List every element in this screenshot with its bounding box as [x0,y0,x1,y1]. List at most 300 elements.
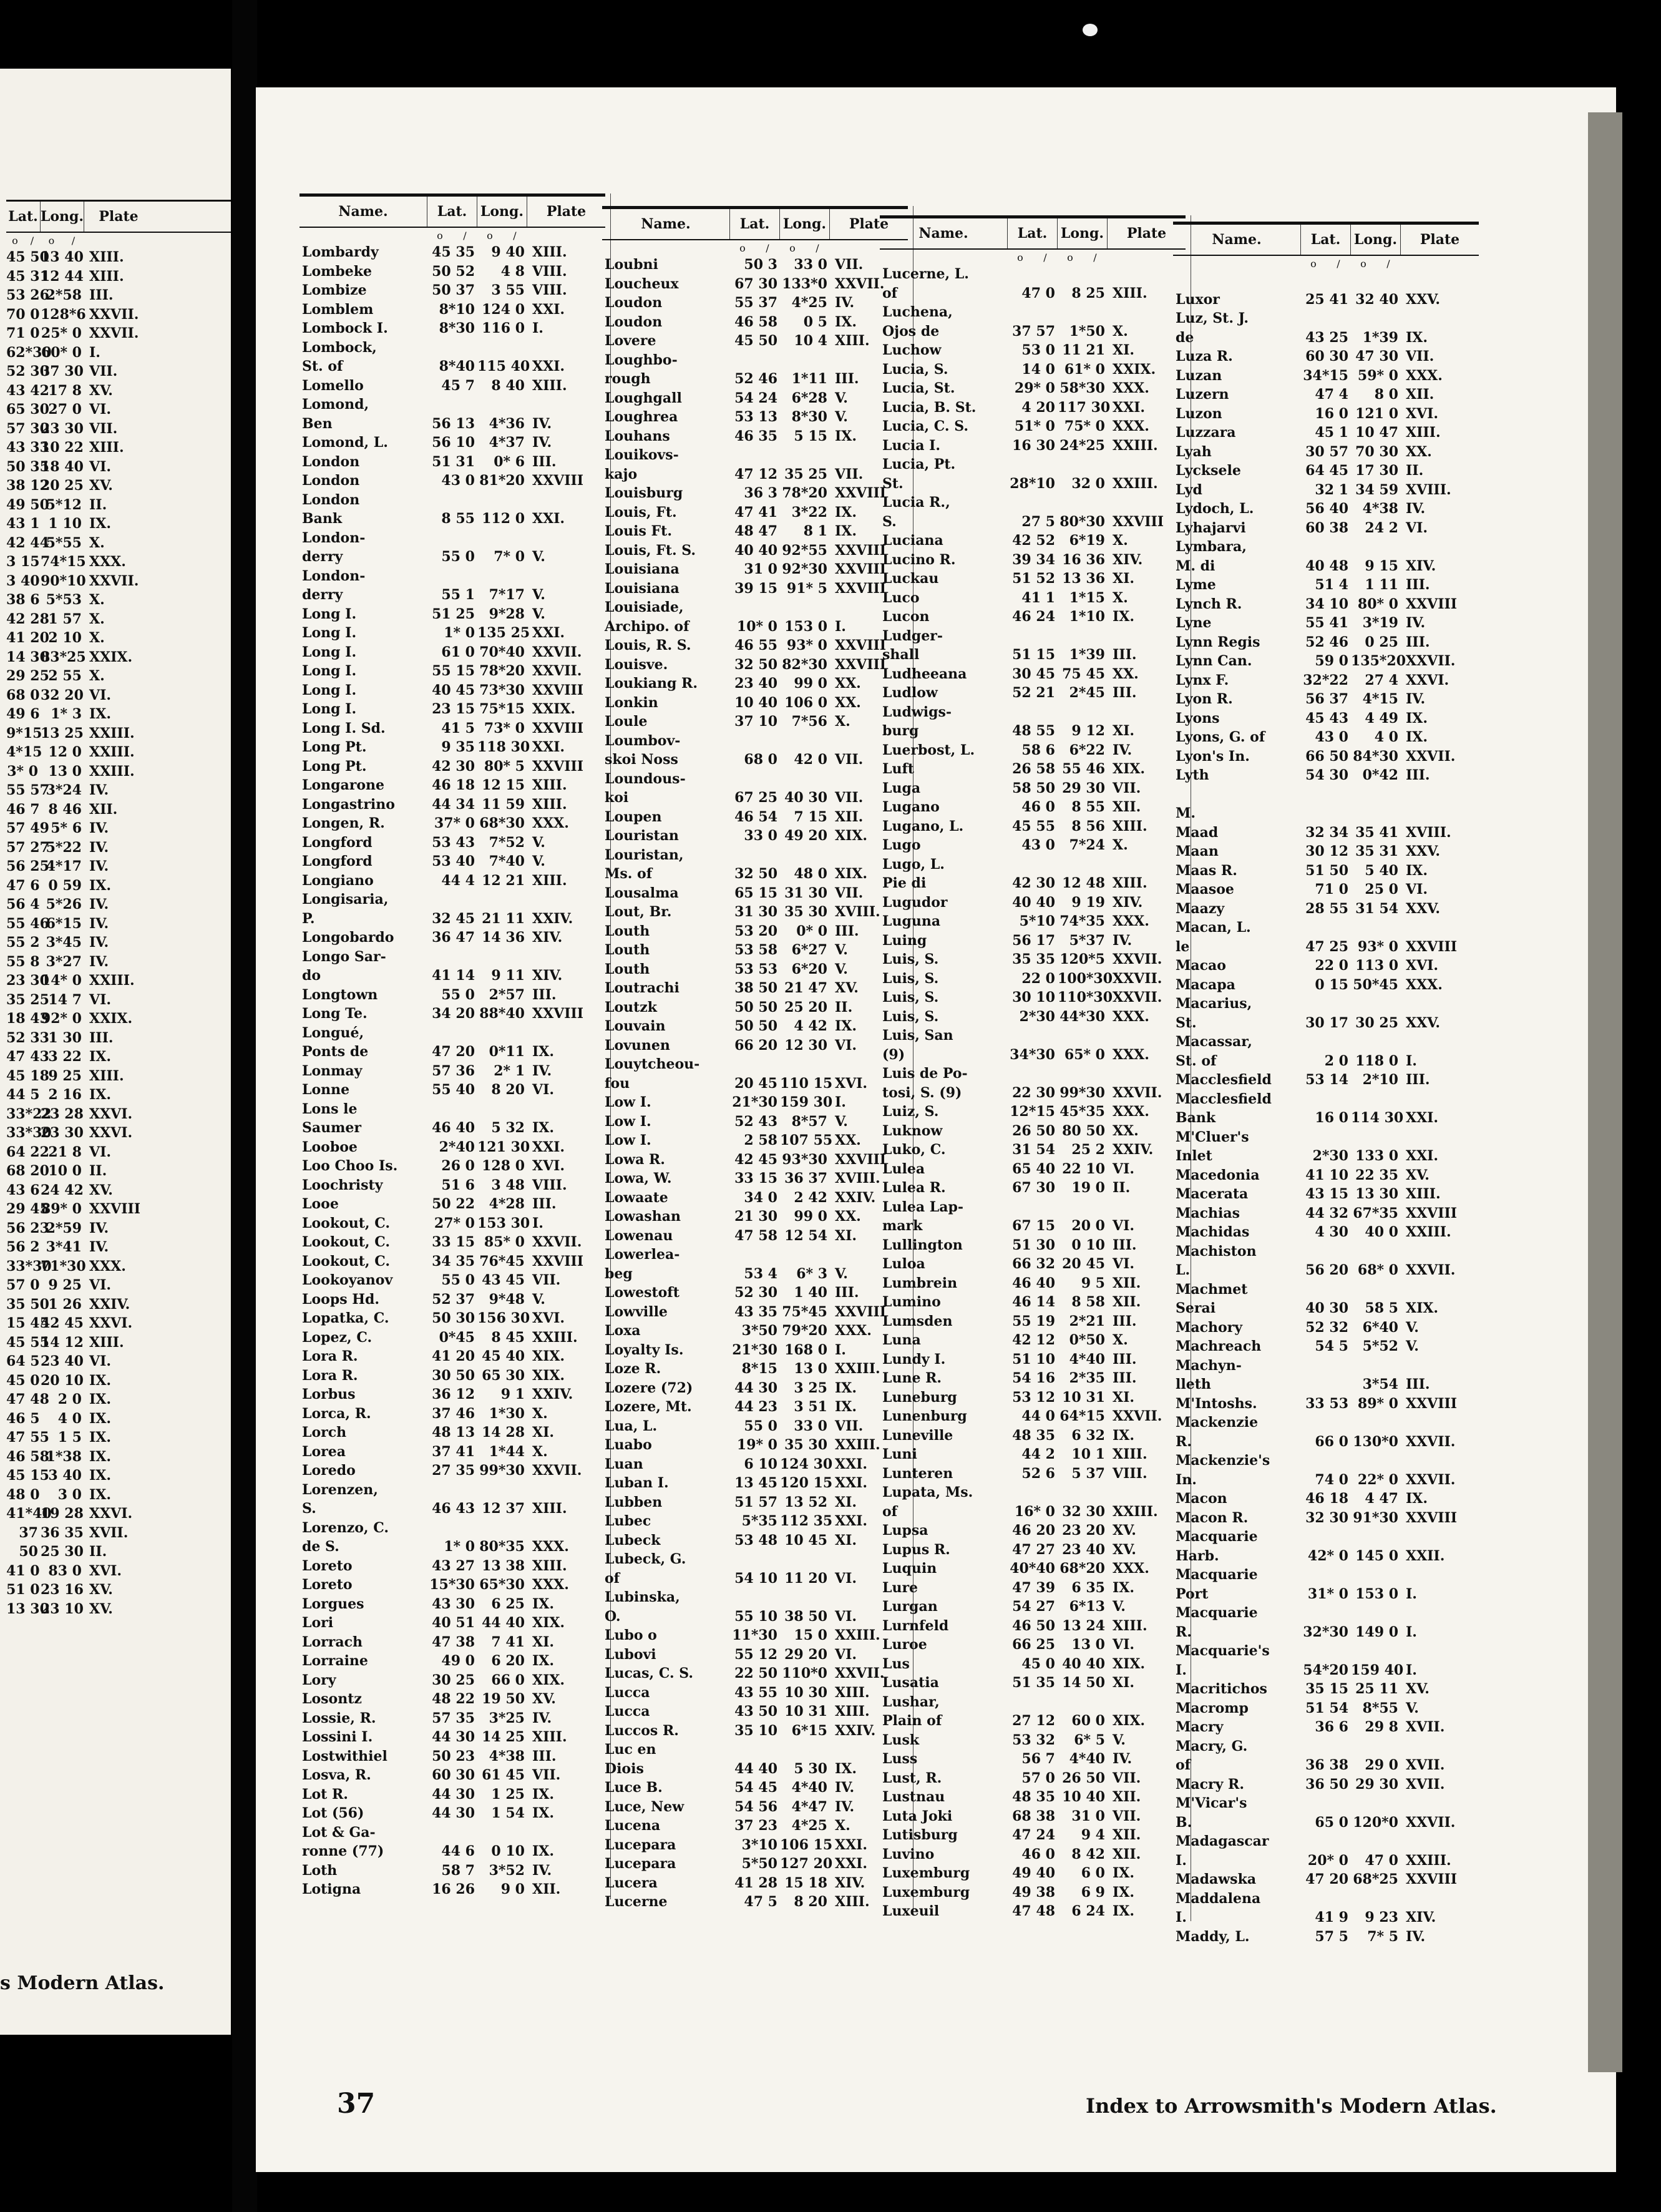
lat-value: 30 12 [1305,843,1348,859]
table-row [6,1371,231,1391]
table-row [602,998,908,1017]
lat-value: 21*30 [732,1341,777,1358]
table-row [6,343,231,363]
lat-value: 44 30 [432,1805,475,1821]
lat-value: 47 12 [734,466,777,482]
long-value: 135*20 [1351,653,1406,669]
table-row [880,493,1186,512]
table-row [300,1404,605,1424]
lat-value: 43 25 [1305,329,1348,346]
long-value: 4*38 [489,1748,525,1764]
lat-value: 67 15 [1012,1218,1055,1234]
plate-value: XII. [1113,1789,1141,1805]
place-name: Lymbara, [1176,539,1247,555]
long-value: 8 20 [794,1894,827,1910]
long-value: 4 42 [794,1018,827,1034]
long-value: 67*35 [1353,1205,1398,1221]
table-row [300,453,605,472]
lat-value: 34 0 [744,1189,777,1206]
table-row [300,1366,605,1386]
plate-value: V. [1406,1319,1419,1336]
table-row [1173,1737,1479,1756]
table-row [300,624,605,643]
place-name: St. [1176,1014,1197,1031]
table-row [300,1728,605,1747]
lat-value: 56 10 [432,434,475,451]
place-name: Lozere, Mt. [605,1399,692,1415]
long-value: 25 0 [1365,881,1398,898]
long-value: 26 50 [1062,1769,1105,1786]
place-name: Luerbost, L. [882,741,975,758]
place-name: Lorenzen, [302,1481,378,1498]
place-name: Luckau [882,570,939,587]
place-name: Lucon [882,609,930,625]
lat-value: 45 35 [432,244,475,260]
place-name: Luchow [882,342,942,358]
lat-value: 8*30 [439,320,475,336]
long-value: 10 0 [48,1163,82,1179]
table-row [602,446,908,465]
lat-value: 50 22 [432,1196,475,1212]
place-name: Lot R. [302,1786,348,1803]
table-row [602,979,908,998]
plate-value: IX. [532,1595,555,1612]
plate-value: XIV. [532,967,563,984]
table-row [602,617,908,637]
long-value: 35 31 [1355,843,1398,859]
place-name: Longobardo [302,929,394,946]
plate-header: Plate [1420,232,1460,248]
place-name: Lucca [605,1684,650,1701]
place-name: I. [1176,1661,1187,1678]
table-row [300,491,605,510]
long-value: 49 20 [784,828,827,844]
long-value: 8 45 [491,1329,525,1346]
table-row [300,1442,605,1462]
plate-value: III. [1113,1236,1137,1253]
plate-value: XIII. [835,1703,870,1720]
long-value: 99 0 [794,675,827,692]
index-column [602,206,908,1912]
lat-value: 46 24 [1012,609,1055,625]
long-value: 8 56 [1071,818,1105,834]
plate-value: XIII. [835,1894,870,1910]
lat-value: 33*22 [6,1105,52,1122]
name-header: Name. [1173,225,1301,255]
place-name: M'Vicar's [1176,1795,1247,1811]
plate-value: XII. [1113,1294,1141,1310]
plate-value: IV. [1113,932,1132,949]
table-row [6,552,231,572]
lat-value: 34 10 [1305,595,1348,612]
place-name: Luce B. [605,1779,663,1796]
lat-value: 48 47 [734,523,777,539]
lat-value: 42 28 [6,610,49,627]
place-name: Lulea Lap- [882,1198,963,1215]
plate-value: XIII. [532,796,567,813]
plate-value: X. [89,534,105,551]
plate-value: III. [89,1029,114,1046]
lat-value: 33 0 [744,828,777,844]
plate-value: IV. [835,1798,855,1815]
table-row [300,1595,605,1614]
lat-value: 51 30 [1012,1236,1055,1253]
plate-value: III. [1113,647,1137,663]
plate-value: XXX. [532,1539,569,1555]
table-row [880,1521,1186,1540]
plate-value: XIII. [89,268,124,285]
page-footer: Index to Arrowsmith's Modern Atlas. [1086,2094,1497,2118]
lat-value: 4 30 [1315,1224,1348,1240]
long-value: 1 57 [48,610,82,627]
lat-header: Lat. [427,197,477,227]
table-row [1173,1375,1479,1394]
long-value: 73*30 [479,682,525,698]
lat-value: 36 47 [432,929,475,946]
table-row [602,598,908,617]
plate-value: IV. [89,839,109,856]
table-row [602,846,908,865]
long-value: 4*15 [1362,691,1398,707]
plate-value: IX. [89,1372,112,1389]
place-name: Machory [1176,1319,1243,1336]
place-name: Luko, C. [882,1142,946,1158]
plate-value: V. [835,409,848,425]
place-name: Loth [302,1862,338,1879]
table-row [1173,557,1479,576]
place-name: R. [1176,1623,1192,1640]
place-name: Macedonia [1176,1167,1260,1183]
plate-value: I. [532,1215,543,1231]
long-value: 60* 0 [41,344,82,361]
place-name: Lossie, R. [302,1710,376,1726]
long-value: 6 20 [491,1653,525,1669]
long-value: 35 25 [784,466,827,482]
lat-value: 46 58 [734,313,777,330]
unit-mark: o [1017,251,1023,263]
long-value: 29 20 [784,1646,827,1663]
lat-value: 65 40 [1012,1160,1055,1177]
long-value: 0 25 [1365,634,1398,650]
long-value: 23 40 [1062,1541,1105,1558]
plate-value: XXX. [1113,418,1149,434]
lat-value: 50 3 [744,257,777,273]
place-name: Louristan [605,828,679,844]
table-row [880,1807,1186,1826]
long-value: 10 45 [784,1532,827,1549]
place-name: Lombardy [302,244,379,260]
long-value: 14 28 [482,1424,525,1441]
place-name: Lookout, C. [302,1234,390,1250]
place-name: St. of [1176,1052,1217,1069]
lat-value: 3 15 [6,554,40,570]
table-row [1173,1204,1479,1223]
place-name: Looe [302,1196,339,1212]
lat-value: 54 5 [1315,1338,1348,1354]
place-name: Bank [302,511,343,527]
plate-value: XXV. [1406,1014,1441,1031]
lat-value: 55 0 [441,549,475,565]
plate-value: V. [835,1265,848,1282]
table-row [880,683,1186,703]
place-name: Lucepara [605,1836,676,1853]
long-value: 8*55 [1362,1700,1398,1716]
lat-value: 40 40 [1012,894,1055,911]
lat-value: 56 25 [6,858,49,874]
long-value: 60 0 [1071,1713,1105,1729]
long-value: 21 8 [48,1143,82,1160]
table-row [300,1880,605,1899]
place-name: Lynch R. [1176,595,1242,612]
lat-value: 26 0 [441,1158,475,1174]
unit-mark: / [1386,257,1390,270]
table-row [1173,1908,1479,1927]
lat-value: 51 50 [1305,862,1348,879]
place-name: London- [302,567,366,584]
long-value: 6* 3 [796,1265,827,1282]
plate-value: XIII. [1113,285,1147,301]
table-row [300,700,605,719]
table-row [880,855,1186,874]
long-value: 159 30 [780,1094,833,1110]
lat-value: 46 7 [6,801,40,818]
plate-value: X. [1113,532,1128,549]
place-name: de [1176,329,1194,346]
lat-value: 46 54 [734,808,777,825]
long-value: 5*55 [46,534,82,551]
plate-value: XXVIII [835,485,887,501]
long-value: 31 0 [1071,1808,1105,1824]
lat-value: 60 38 [1305,519,1348,536]
plate-value: VI. [1406,519,1428,536]
lat-value: 48 35 [1012,1427,1055,1444]
table-row [880,1407,1186,1426]
table-row [6,705,231,724]
long-value: 66 0 [491,1671,525,1688]
plate-value: XXVIII [1406,1509,1458,1526]
plate-value: V. [1113,1598,1126,1615]
table-row [6,1238,231,1257]
unit-mark: / [766,242,769,254]
table-row [6,438,231,458]
place-name: Lora R. [302,1367,358,1384]
plate-value: XXI. [835,1856,868,1872]
place-name: Longtown [302,986,378,1003]
long-value: 115 40 [477,358,530,374]
place-name: Loredo [302,1462,356,1479]
plate-value: IV. [89,896,109,913]
table-row [1173,1299,1479,1318]
table-row [300,1423,605,1442]
index-column [300,193,605,1899]
lat-value: 43 30 [432,1595,475,1612]
table-row [880,1216,1186,1236]
table-row [6,1600,231,1619]
plate-value: XIII. [1113,875,1147,891]
place-name: Serai [1176,1300,1216,1316]
table-row [880,1026,1186,1045]
table-row [300,871,605,891]
plate-value: III. [835,922,859,939]
place-name: Lorgues [302,1595,364,1612]
place-name: Long I. [302,625,357,641]
long-value: 112 0 [482,511,525,527]
long-value: 107 55 [780,1132,833,1148]
lat-value: 34 35 [432,1253,475,1270]
place-name: (9) [882,1046,905,1063]
long-value: 12 15 [482,777,525,793]
lat-value: 43 55 [734,1684,777,1701]
long-value: 6 25 [491,1595,525,1612]
long-value: 1 54 [491,1805,525,1821]
lat-value: 52 33 [6,1029,49,1046]
long-value: 6*28 [791,389,827,406]
lat-value: 56 4 [6,896,40,913]
table-row [880,798,1186,817]
long-value: 130*0 [1353,1433,1398,1450]
table-row [602,884,908,903]
table-row [6,991,231,1010]
place-name: Lusk [882,1731,920,1748]
table-row [6,590,231,610]
table-row [880,760,1186,779]
long-value: 10 31 [784,1703,827,1720]
table-row [300,1100,605,1119]
long-value: 2*58 [46,287,82,303]
long-value: 12 48 [1062,875,1105,891]
plate-value: V. [532,605,545,622]
plate-value: XVII. [1406,1719,1445,1735]
place-name: Lombize [302,282,367,298]
plate-value: XVI. [1406,405,1439,422]
plate-value: IX. [89,1448,112,1465]
table-row [1173,1108,1479,1128]
long-value: 117 30 [1058,399,1111,416]
lat-value: 66 0 [1315,1433,1348,1450]
lat-value: 40*40 [1010,1560,1055,1577]
table-row [6,781,231,800]
long-value: 40 30 [784,790,827,806]
plate-value: IV. [532,1710,552,1726]
long-value: 113 0 [1355,957,1398,974]
lat-value: 47 0 [1021,285,1055,301]
table-row [880,1388,1186,1407]
lat-value: 67 30 [1012,1180,1055,1196]
place-name: Long Pt. [302,758,367,775]
place-name: Lucepara [605,1856,676,1872]
table-row [6,496,231,515]
place-name: Macry, G. [1176,1738,1248,1754]
plate-value: I. [835,1094,846,1110]
plate-value: V. [835,961,848,977]
long-value: 25 2 [1071,1142,1105,1158]
place-name: Luroe [882,1637,927,1653]
table-row [880,1007,1186,1027]
lat-value: 30 10 [1012,989,1055,1006]
place-name: Low I. [605,1132,651,1148]
plate-value: IX. [532,1653,555,1669]
place-name: Bank [1176,1110,1216,1126]
table-row [602,1798,908,1817]
place-name: Loucheux [605,275,679,292]
table-row [300,1557,605,1576]
long-value: 153 30 [477,1215,530,1231]
lat-value: 45 43 [1305,710,1348,727]
table-row [1173,1090,1479,1109]
long-value: 43 45 [482,1272,525,1288]
name-header: Name. [880,218,1008,248]
plate-value: IV. [89,820,109,836]
lat-value: 51 10 [1012,1351,1055,1368]
table-row [602,1874,908,1893]
lat-value: 45 1 [1315,424,1348,441]
lat-value: 45 7 [441,377,475,394]
plate-value: XIII. [532,1729,567,1745]
lat-value: 9 35 [441,739,475,755]
lat-value: 3* 0 [7,763,38,780]
long-value: 23 30 [41,1125,84,1141]
lat-header: Lat. [730,209,780,239]
lat-value: 23 40 [734,675,777,692]
long-value: 13 30 [1355,1186,1398,1202]
left-page-column [6,200,231,1618]
plate-value: IV. [835,1779,855,1796]
table-row [6,838,231,858]
long-value: 88*40 [479,1006,525,1022]
lat-value: 68 20 [6,1163,49,1179]
table-row [6,476,231,496]
table-row [300,1461,605,1480]
plate-value: XV. [1113,1522,1136,1539]
table-row [602,1759,908,1779]
lat-value: 53 43 [432,834,475,851]
place-name: Lout, Br. [605,904,672,920]
unit-mark: o [739,242,746,254]
lat-value: 43 27 [432,1557,475,1574]
plate-value: XX. [1406,443,1432,460]
plate-value: III. [1113,685,1137,701]
place-name: Lust, R. [882,1769,942,1786]
long-value: 50*45 [1353,976,1398,993]
plate-value: XV. [1113,1541,1136,1558]
lat-value: 12*15 [1010,1104,1055,1120]
place-name: Luss [882,1751,918,1767]
long-value: 0*42 [1362,767,1398,783]
lat-value: 21*30 [732,1094,777,1110]
plate-value: XVI. [1406,957,1439,974]
plate-value: VI. [1113,1160,1135,1177]
table-row [880,589,1186,608]
page-edge [1588,112,1622,2072]
place-name: Saumer [302,1120,362,1136]
lat-value: 56 23 [6,1220,49,1236]
table-row [6,1504,231,1524]
plate-value: XXIII. [835,1361,880,1377]
place-name: Luis, San [882,1027,953,1044]
plate-value: II. [89,1544,107,1560]
lat-value: 10* 0 [736,618,777,635]
place-name: Diois [605,1760,644,1777]
lat-value: 55 41 [1305,615,1348,631]
long-value: 14 7 [48,991,82,1008]
table-row [6,1485,231,1505]
long-value: 38 50 [784,1608,827,1625]
place-name: Loundous- [605,770,686,787]
plate-value: XXVII. [89,572,139,589]
place-name: Louisiade, [605,599,684,615]
table-row [6,1085,231,1105]
place-name: L. [1176,1262,1191,1278]
